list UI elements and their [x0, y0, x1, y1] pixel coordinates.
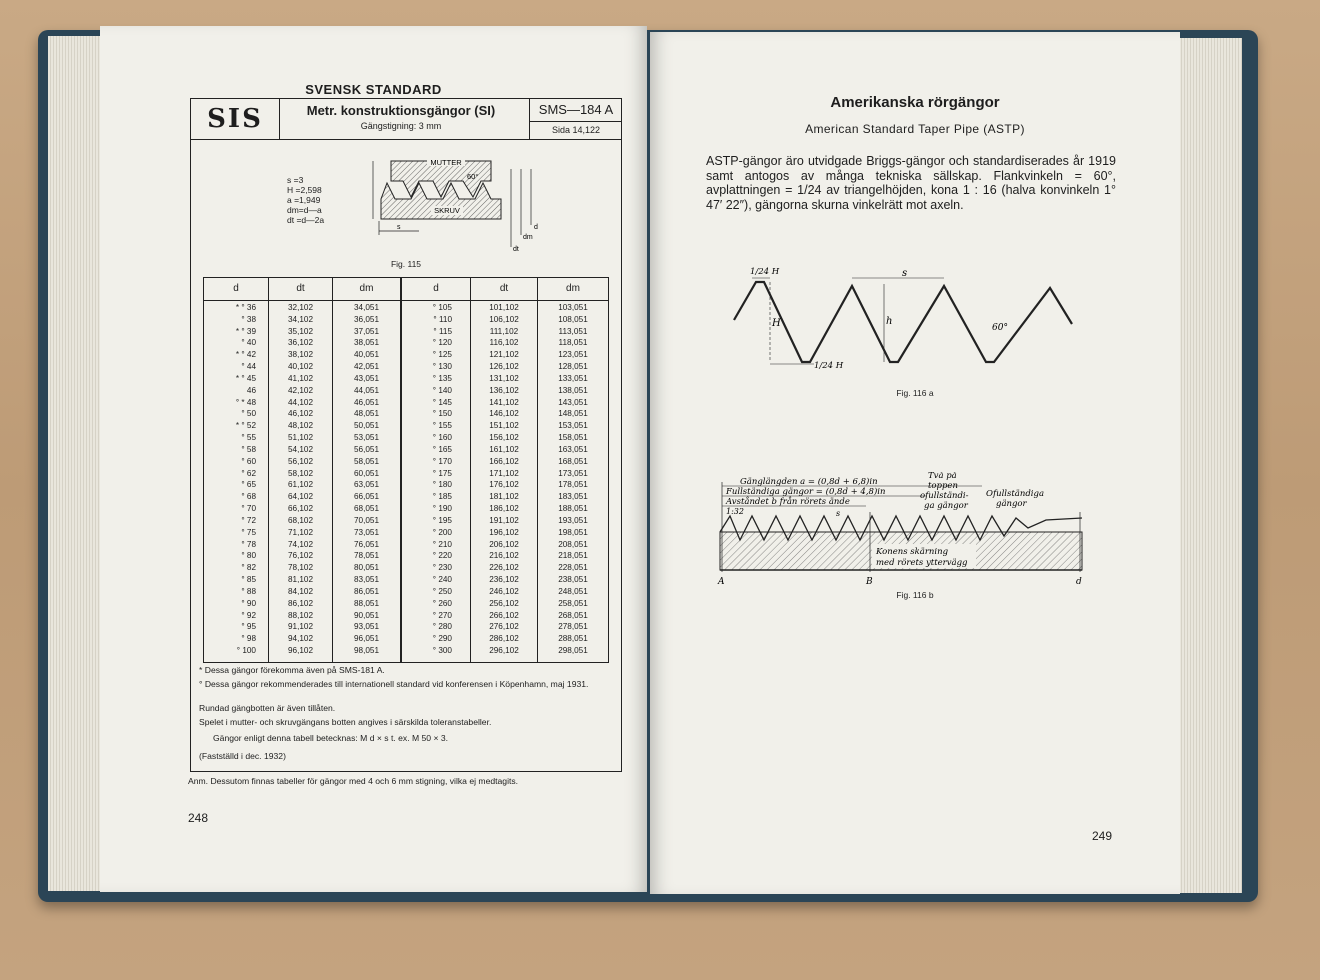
standard-subtitle: Gängstigning: 3 mm: [360, 121, 442, 131]
table-cell: 168,051: [558, 456, 588, 466]
incomplete-2: gängor: [996, 499, 1027, 509]
table-cell: ° 230: [432, 563, 452, 573]
left-page: [100, 26, 647, 892]
table-cell: 94,102: [287, 634, 314, 644]
formula-a: a =1,949: [287, 195, 321, 205]
table-cell: ° 98: [241, 634, 256, 644]
table-cell: 268,051: [558, 610, 588, 620]
point-B-label: B: [866, 577, 873, 587]
table-cell: ° 300: [432, 646, 452, 656]
table-cell: * ° 52: [235, 421, 256, 431]
table-cell: 103,051: [558, 303, 588, 312]
table-cell: 76,102: [287, 551, 314, 561]
table-cell: 228,051: [558, 563, 588, 573]
table-cell: 113,051: [558, 326, 588, 336]
header-d-right: d: [402, 278, 470, 301]
table-cell: ° 210: [432, 539, 452, 549]
table-cell: 118,051: [558, 338, 588, 348]
table-cell: 108,051: [558, 314, 588, 324]
table-cell: ° 165: [432, 444, 452, 454]
s-dim-label: s: [397, 224, 401, 231]
table-cell: ° 170: [432, 456, 452, 466]
header-dm-left: dm: [333, 278, 400, 301]
table-cell: 98,051: [353, 646, 380, 656]
table-cell: 123,051: [558, 350, 588, 360]
table-cell: 126,102: [489, 362, 519, 372]
table-cell: 56,102: [287, 456, 314, 466]
table-cell: ° 155: [432, 421, 452, 431]
formula-dt: dt =d—2a: [287, 215, 325, 225]
s-label: s: [902, 268, 908, 279]
table-cell: 53,051: [353, 433, 380, 443]
table-cell: ° 260: [432, 598, 452, 608]
table-cell: 42,102: [287, 385, 314, 395]
section-subtitle: American Standard Taper Pipe (ASTP): [805, 122, 1025, 136]
table-cell: ° 200: [432, 527, 452, 537]
formula-list: [287, 175, 324, 225]
table-cell: 66,051: [353, 492, 380, 502]
table-cell: 74,102: [287, 539, 314, 549]
table-cell: 78,051: [353, 551, 380, 561]
table-cell: 286,102: [489, 634, 519, 644]
angle-60-label: 60°: [992, 323, 1008, 333]
table-cell: 193,051: [558, 515, 588, 525]
table-cell: 66,102: [287, 504, 314, 514]
two-top-4: ga gängor: [924, 501, 968, 511]
table-cell: 178,051: [558, 480, 588, 490]
table-cell: 42,051: [353, 362, 380, 372]
table-cell: 71,102: [287, 527, 314, 537]
table-cell: * ° 42: [235, 350, 256, 360]
table-cell: 226,102: [489, 563, 519, 573]
table-cell: 106,102: [489, 314, 519, 324]
table-cell: 161,102: [489, 444, 519, 454]
table-cell: 48,102: [287, 421, 314, 431]
full-threads-label: Fullständiga gängor = (0,8d + 4,8)in: [726, 487, 886, 497]
table-cell: ° 110: [433, 314, 452, 324]
table-cell: ° 290: [432, 634, 452, 644]
table-cell: 60,051: [353, 468, 380, 478]
note-degree: ° Dessa gängor rekommenderades till internationell standard vid konferensen i Köpenhamn, maj 1931.: [199, 679, 589, 689]
table-cell: 171,102: [489, 468, 519, 478]
table-cell: * ° 39: [235, 326, 256, 336]
page-number-right: 249: [1092, 829, 1113, 843]
table-cell: ° 60: [241, 456, 256, 466]
table-cell: ° 180: [432, 480, 452, 490]
d-dim-label: d: [534, 224, 538, 231]
page-number-left: 248: [188, 811, 209, 825]
table-cell: ° 50: [241, 409, 256, 419]
table-cell: ° 58: [241, 444, 256, 454]
table-cell: 138,051: [558, 385, 588, 395]
table-cell: 73,051: [353, 527, 380, 537]
table-cell: 43,051: [353, 373, 380, 383]
table-cell: 86,051: [353, 586, 380, 596]
table-cell: ° 70: [241, 504, 256, 514]
table-cell: 196,102: [489, 527, 519, 537]
dm-dim-label: dm: [523, 234, 533, 241]
header-d-left: d: [204, 278, 268, 301]
table-cell: 121,102: [489, 350, 519, 360]
table-cell: 266,102: [489, 610, 519, 620]
table-cell: ° 55: [241, 433, 256, 443]
table-cell: 88,102: [287, 610, 314, 620]
table-cell: 40,102: [287, 362, 314, 372]
table-cell: ° 82: [241, 563, 256, 573]
formula-s: s =3: [287, 175, 304, 185]
table-cell: 44,051: [353, 385, 380, 395]
table-cell: ° 130: [432, 362, 452, 372]
table-cell: 88,051: [353, 598, 380, 608]
svensk-standard-header: SVENSK STANDARD: [305, 82, 442, 97]
table-cell: ° 185: [432, 492, 452, 502]
table-cell: 70,051: [353, 515, 380, 525]
cone-1: Konens skärning: [876, 547, 949, 557]
table-cell: 183,051: [558, 492, 588, 502]
note-clearance: Spelet i mutter- och skruvgängans botten angives i särskilda toleranstabeller.: [199, 717, 492, 727]
table-cell: ° 78: [241, 539, 256, 549]
col-dt-left: [269, 278, 332, 662]
table-cell: 93,051: [353, 622, 380, 632]
table-cell: ° 75: [241, 527, 256, 537]
table-cell: ° 44: [241, 362, 256, 372]
table-cell: 48,051: [353, 409, 380, 419]
table-cell: 238,051: [558, 575, 588, 585]
table-cell: 58,102: [287, 468, 314, 478]
table-cell: ° 190: [432, 504, 452, 514]
standard-header: [191, 99, 621, 140]
skruv-label: SKRUV: [434, 206, 460, 215]
table-cell: 276,102: [489, 622, 519, 632]
point-A-label: A: [718, 577, 725, 587]
formula-h: H =2,598: [287, 185, 322, 195]
table-cell: 296,102: [489, 646, 519, 656]
table-cell: 61,102: [287, 480, 314, 490]
table-cell: 54,102: [287, 444, 314, 454]
table-cell: 32,102: [287, 303, 314, 312]
incomplete-1: Ofullständiga: [986, 489, 1045, 499]
table-cell: ° 280: [432, 622, 452, 632]
table-cell: ° 270: [432, 610, 452, 620]
table-cell: 158,051: [558, 433, 588, 443]
table-cell: * ° 45: [235, 373, 256, 383]
table-cell: 148,051: [558, 409, 588, 419]
table-cell: 44,102: [287, 397, 314, 407]
table-cell: 143,051: [558, 397, 588, 407]
table-cell: 116,102: [489, 338, 519, 348]
figure-116b-caption: Fig. 116 b: [896, 590, 934, 600]
table-cell: ° 250: [432, 586, 452, 596]
table-cell: 278,051: [558, 622, 588, 632]
table-cell: 206,102: [489, 539, 519, 549]
col-dm-left: [333, 278, 400, 662]
table-cell: ° 145: [432, 397, 452, 407]
note-asterisk: * Dessa gängor förekomma även på SMS-181 A.: [199, 665, 385, 675]
pitch-s-label: s: [836, 509, 841, 518]
header-dt-left: dt: [269, 278, 332, 301]
table-cell: ° 105: [432, 303, 452, 312]
note-established: (Fastställd i dec. 1932): [199, 751, 286, 761]
table-cell: * ° 36: [235, 303, 256, 312]
page-stack-right: [1170, 38, 1242, 893]
col-dm-right: [538, 278, 608, 662]
table-cell: 153,051: [558, 421, 588, 431]
table-cell: ° 100: [236, 646, 256, 656]
table-cell: 156,102: [489, 433, 519, 443]
table-cell: 131,102: [489, 373, 519, 383]
table-cell: ° 160: [432, 433, 452, 443]
table-cell: 80,051: [353, 563, 380, 573]
standard-page: Sida 14,122: [529, 121, 622, 139]
standard-sheet: [190, 98, 622, 772]
annotation-anm: Anm. Dessutom finnas tabeller för gängor med 4 och 6 mm stigning, vilka ej medtagits.: [188, 776, 519, 786]
table-cell: 256,102: [489, 598, 519, 608]
table-cell: 35,102: [287, 326, 314, 336]
table-cell: 218,051: [558, 551, 588, 561]
table-cell: ° 38: [241, 314, 256, 324]
table-cell: 38,102: [287, 350, 314, 360]
table-cell: 128,051: [558, 362, 588, 372]
table-cell: 151,102: [489, 421, 519, 431]
table-cell: 36,051: [353, 314, 380, 324]
standard-title: Metr. konstruktionsgängor (SI): [306, 103, 496, 118]
h-label: h: [886, 316, 893, 327]
ratio-label: 1:32: [726, 507, 744, 516]
table-cell: 86,102: [287, 598, 314, 608]
table-cell: 248,051: [558, 586, 588, 596]
figure-115-caption: Fig. 115: [390, 259, 422, 269]
table-cell: 46,051: [353, 397, 380, 407]
table-cell: ° 95: [241, 622, 256, 632]
table-cell: 91,102: [287, 622, 314, 632]
standard-code: SMS—184 A: [529, 99, 622, 122]
table-cell: 191,102: [489, 515, 519, 525]
table-cell: ° 120: [432, 338, 452, 348]
table-cell: 208,051: [558, 539, 588, 549]
taper-thread-profile-figure: [730, 264, 1080, 374]
table-cell: ° * 48: [235, 397, 256, 407]
table-cell: 51,102: [287, 433, 314, 443]
table-cell: 90,051: [353, 610, 380, 620]
thread-profile-figure: [351, 149, 551, 259]
table-cell: 101,102: [489, 303, 519, 312]
top-flat-label: 1/24 H: [750, 267, 780, 277]
table-cell: 258,051: [558, 598, 588, 608]
table-cell: 78,102: [287, 563, 314, 573]
figure-116a-caption: Fig. 116 a: [896, 388, 934, 398]
table-cell: 56,051: [353, 444, 380, 454]
thread-dimension-table: [203, 277, 609, 663]
table-cell: ° 135: [432, 373, 452, 383]
table-cell: 166,102: [489, 456, 519, 466]
table-cell: 36,102: [287, 338, 314, 348]
col-d-left: [204, 278, 268, 662]
two-top-2: toppen: [928, 481, 958, 491]
table-cell: 176,102: [489, 480, 519, 490]
table-cell: 198,051: [558, 527, 588, 537]
table-cell: ° 85: [241, 575, 256, 585]
col-d-right: [402, 278, 470, 662]
table-cell: 84,102: [287, 586, 314, 596]
header-dt-right: dt: [471, 278, 537, 301]
table-cell: 96,102: [287, 646, 314, 656]
table-cell: 288,051: [558, 634, 588, 644]
table-cell: 76,051: [353, 539, 380, 549]
pipe-thread-length-figure: [716, 472, 1096, 592]
table-cell: ° 65: [241, 480, 256, 490]
table-cell: 298,051: [558, 646, 588, 656]
table-cell: 50,051: [353, 421, 380, 431]
point-d-label: d: [1076, 577, 1082, 587]
table-cell: 181,102: [489, 492, 519, 502]
table-cell: ° 150: [432, 409, 452, 419]
header-dm-right: dm: [538, 278, 608, 301]
two-top-3: ofullständi-: [920, 491, 969, 501]
table-cell: ° 80: [241, 551, 256, 561]
sis-logo: SIS: [191, 99, 280, 139]
table-cell: 37,051: [353, 326, 380, 336]
cone-2: med rörets yttervägg: [876, 558, 968, 568]
table-cell: ° 88: [241, 586, 256, 596]
table-cell: 111,102: [489, 326, 519, 336]
table-cell: 58,051: [353, 456, 380, 466]
table-cell: 83,051: [353, 575, 380, 585]
table-cell: ° 62: [241, 468, 256, 478]
table-cell: ° 195: [432, 515, 452, 525]
table-cell: 38,051: [353, 338, 380, 348]
table-cell: 40,051: [353, 350, 380, 360]
table-cell: 81,102: [287, 575, 314, 585]
right-page: [650, 32, 1180, 894]
dt-dim-label: dt: [513, 246, 519, 253]
table-cell: 46: [246, 385, 256, 395]
table-cell: ° 90: [241, 598, 256, 608]
table-cell: 68,102: [287, 515, 314, 525]
formula-dm: dm=d—a: [287, 205, 322, 215]
table-cell: 64,102: [287, 492, 314, 502]
distance-b-label: Avståndet b från rörets ände: [726, 497, 850, 507]
H-label: H: [772, 318, 781, 329]
table-cell: 186,102: [489, 504, 519, 514]
table-cell: 63,051: [353, 480, 380, 490]
table-cell: ° 220: [432, 551, 452, 561]
table-cell: ° 125: [432, 350, 452, 360]
angle-label: 60°: [467, 172, 479, 181]
table-cell: ° 72: [241, 515, 256, 525]
table-cell: 173,051: [558, 468, 588, 478]
note-rounded-bottom: Rundad gängbotten är även tillåten.: [199, 703, 336, 713]
section-title: Amerikanska rörgängor: [830, 94, 1000, 111]
table-cell: ° 92: [241, 610, 256, 620]
table-cell: 68,051: [353, 504, 380, 514]
mutter-label: MUTTER: [430, 158, 462, 167]
table-cell: ° 240: [432, 575, 452, 585]
table-cell: 141,102: [489, 397, 519, 407]
table-cell: ° 115: [433, 326, 452, 336]
table-cell: ° 40: [241, 338, 256, 348]
table-cell: 163,051: [558, 444, 588, 454]
table-cell: 41,102: [287, 373, 314, 383]
table-cell: 146,102: [489, 409, 519, 419]
table-cell: ° 68: [241, 492, 256, 502]
table-cell: 236,102: [489, 575, 519, 585]
table-cell: 96,051: [353, 634, 380, 644]
col-dt-right: [471, 278, 537, 662]
table-cell: ° 175: [432, 468, 452, 478]
table-cell: 34,051: [353, 303, 380, 312]
table-cell: 246,102: [489, 586, 519, 596]
section-paragraph: ASTP-gängor äro utvidgade Briggs-gängor och standardiserades år 1919 samt antogos av många tekniska sällskap. Flankvinkeln = 60°, avplattningen = 1/24 av triangelhöjden, kona 1 : 16 (halva konvinkeln 1° 47′ 22″), gängorna skurna vinkelrätt mot axeln.: [706, 154, 1116, 212]
table-cell: ° 140: [432, 385, 452, 395]
two-top-1: Två på: [928, 472, 957, 481]
table-cell: 216,102: [489, 551, 519, 561]
thread-length-label: Gänglängden a = (0,8d + 6,8)in: [740, 477, 878, 487]
table-cell: 136,102: [489, 385, 519, 395]
table-cell: 188,051: [558, 504, 588, 514]
table-cell: 133,051: [558, 373, 588, 383]
bottom-flat-label: 1/24 H: [814, 361, 844, 371]
table-cell: 34,102: [287, 314, 314, 324]
note-designation: Gängor enligt denna tabell betecknas: M d × s t. ex. M 50 × 3.: [213, 733, 449, 743]
table-cell: 46,102: [287, 409, 314, 419]
